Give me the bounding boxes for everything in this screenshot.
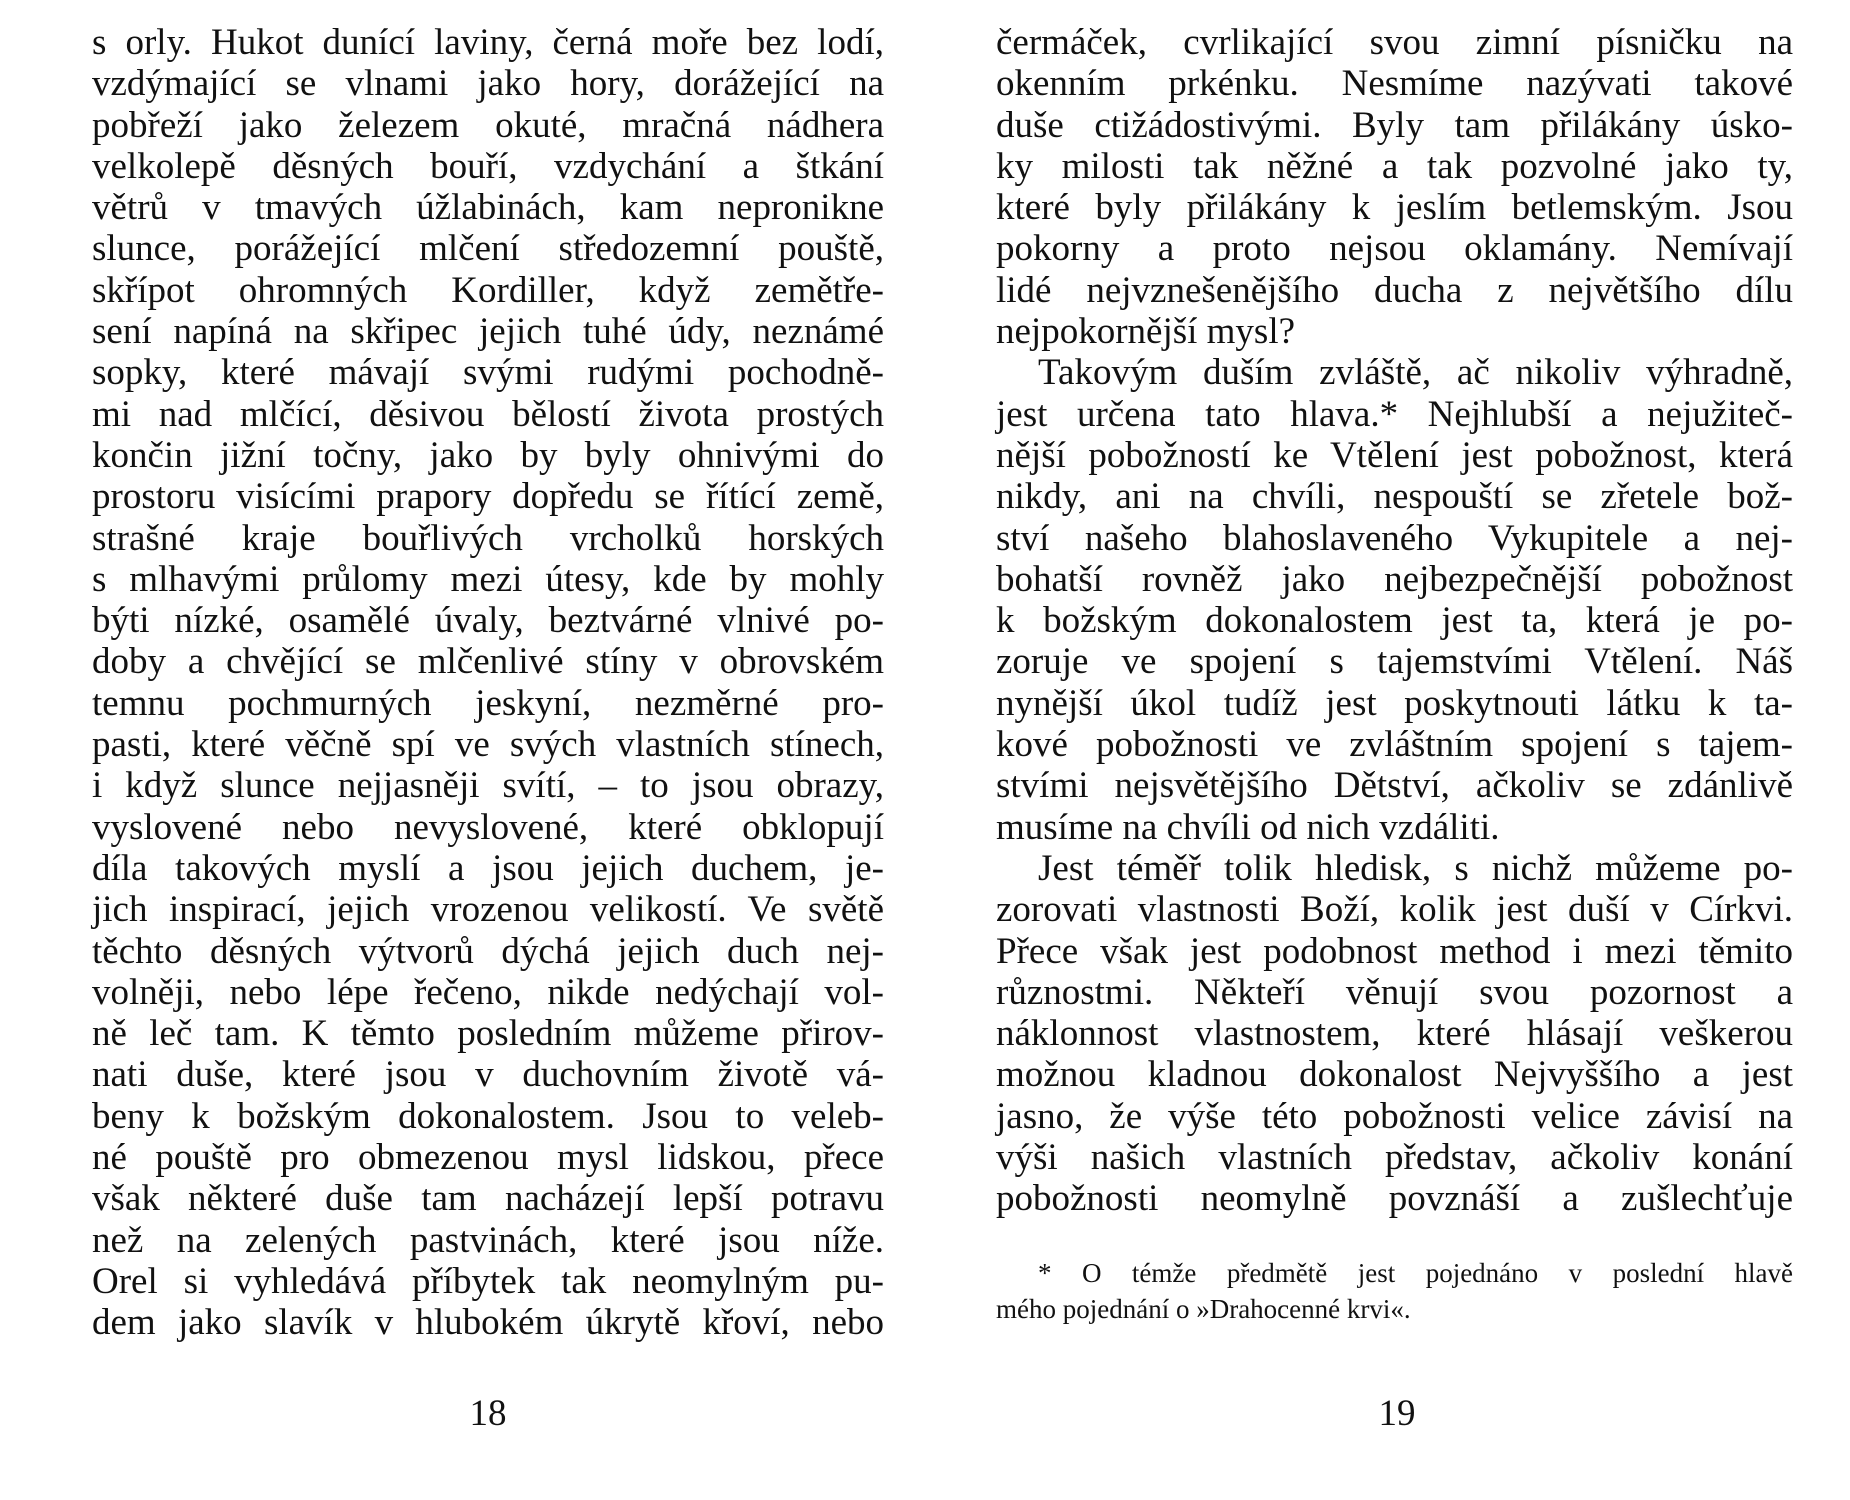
text-line: volněji, nebo lépe řečeno, nikde nedýchají vol-: [92, 971, 884, 1013]
text-line: čermáček, cvrlikající svou zimní písničku na: [996, 22, 1793, 63]
page-number-left: 18: [469, 1393, 507, 1434]
text-line: k božským dokonalostem jest ta, která je po-: [996, 600, 1793, 642]
text-line: jich inspirací, jejich vrozenou velikostí. Ve světě: [92, 889, 884, 931]
text-line: nati duše, které jsou v duchovním životě vá-: [92, 1054, 884, 1096]
text-line: duše ctižádostivými. Byly tam přilákány úsko-: [996, 104, 1793, 146]
text-line: mi nad mlčící, děsivou bělostí života prostých: [92, 393, 884, 435]
text-line: slunce, porážející mlčení středozemní pouště,: [92, 228, 884, 270]
text-line: jest určena tato hlava.* Nejhlubší a nejužiteč-: [996, 393, 1793, 435]
text-line: né pouště pro obmezenou mysl lidskou, přece: [92, 1137, 884, 1179]
text-line: musíme na chvíli od nich vzdáliti.: [996, 806, 1500, 848]
text-line: pokorny a proto nejsou oklamány. Nemívají: [996, 228, 1793, 270]
text-line: výši našich vlastních představ, ačkoliv konání: [996, 1137, 1793, 1179]
text-line: Jest téměř tolik hledisk, s nichž můžeme po-: [1038, 847, 1793, 889]
text-line: stvími nejsvětějšího Dětství, ačkoliv se zdánlivě: [996, 765, 1793, 807]
right-page-text: [996, 22, 1793, 1220]
left-page-text: [92, 22, 884, 1344]
text-line: vzdýmající se vlnami jako hory, dorážející na: [92, 63, 884, 105]
text-line: i když slunce nejjasněji svítí, – to jsou obrazy,: [92, 765, 884, 807]
text-line: okenním prkénku. Nesmíme nazývati takové: [996, 63, 1793, 105]
text-line: bohatší rovněž jako nejbezpečnější pobožnost: [996, 558, 1793, 600]
text-line: prostoru visícími prapory dopředu se řítící země,: [92, 476, 884, 518]
text-line: Přece však jest podobnost method i mezi těmito: [996, 930, 1793, 972]
page-number-right: 19: [1378, 1393, 1416, 1434]
text-line: mého pojednání o »Drahocenné krvi«.: [996, 1294, 1411, 1324]
text-line: velkolepě děsných bouří, vzdychání a štkání: [92, 145, 884, 187]
text-line: dem jako slavík v hlubokém úkrytě křoví, nebo: [92, 1302, 884, 1344]
text-line: ství našeho blahoslaveného Vykupitele a nej-: [996, 517, 1793, 559]
text-line: zoruje ve spojení s tajemstvími Vtělení. Náš: [996, 641, 1793, 683]
text-line: lidé nejvznešenějšího ducha z největšího dílu: [996, 269, 1793, 311]
text-line: pobožnosti neomylně povznáší a zušlechťuje: [996, 1178, 1793, 1220]
text-line: sopky, které mávají svými rudými pochodně-: [92, 352, 884, 394]
text-line: těchto děsných výtvorů dýchá jejich duch nej-: [92, 930, 884, 972]
text-line: strašné kraje bouřlivých vrcholků horských: [92, 517, 884, 559]
text-line: Takovým duším zvláště, ač nikoliv výhradně,: [1038, 352, 1793, 394]
text-line: temnu pochmurných jeskyní, nezměrné pro-: [92, 682, 884, 724]
text-line: než na zelených pastvinách, které jsou níže.: [92, 1219, 884, 1261]
text-line: které byly přilákány k jeslím betlemským. Jsou: [996, 187, 1793, 229]
text-line: nejpokornější mysl?: [996, 311, 1296, 353]
text-line: skřípot ohromných Kordiller, když zemětře-: [92, 269, 884, 311]
footnote: [996, 1255, 1793, 1327]
text-line: větrů v tmavých úžlabinách, kam nepronikne: [92, 187, 884, 229]
text-line: vyslovené nebo nevyslovené, které obklopují: [92, 806, 884, 848]
text-line: nikdy, ani na chvíli, nespouští se zřetele bož-: [996, 476, 1793, 518]
text-line: s orly. Hukot dunící laviny, černá moře bez lodí,: [92, 22, 884, 63]
text-line: ně leč tam. K těmto posledním můžeme přirov-: [92, 1013, 884, 1055]
text-line: končin jižní točny, jako by byly ohnivými do: [92, 434, 884, 476]
text-line: jasno, že výše této pobožnosti velice závisí na: [996, 1095, 1793, 1137]
text-line: s mlhavými průlomy mezi útesy, kde by mohly: [92, 558, 884, 600]
text-line: pasti, které věčně spí ve svých vlastních stínech,: [92, 724, 884, 766]
text-line: však některé duše tam nacházejí lepší potravu: [92, 1178, 884, 1220]
text-line: nynější úkol tudíž jest poskytnouti látku k ta-: [996, 682, 1793, 724]
text-line: Orel si vyhledává příbytek tak neomylným pu-: [92, 1260, 884, 1302]
text-line: beny k božským dokonalostem. Jsou to veleb-: [92, 1095, 884, 1137]
text-line: pobřeží jako železem okuté, mračná nádhera: [92, 104, 884, 146]
text-line: sení napíná na skřipec jejich tuhé údy, neznámé: [92, 311, 884, 353]
text-line: různostmi. Někteří věnují svou pozornost a: [996, 971, 1793, 1013]
text-line: možnou kladnou dokonalost Nejvyššího a jest: [996, 1054, 1793, 1096]
text-line: býti nízké, osamělé úvaly, beztvárné vlnivé po-: [92, 600, 884, 642]
text-line: náklonnost vlastnostem, které hlásají veškerou: [996, 1013, 1793, 1055]
text-line: * O témže předmětě jest pojednáno v poslední hlavě: [1038, 1258, 1793, 1288]
text-line: kové pobožnosti ve zvláštním spojení s tajem-: [996, 724, 1793, 766]
text-line: díla takových myslí a jsou jejich duchem, je-: [92, 847, 884, 889]
text-line: zorovati vlastnosti Boží, kolik jest duší v Církvi.: [996, 889, 1793, 931]
text-line: nější pobožností ke Vtělení jest pobožnost, která: [996, 434, 1793, 476]
text-line: doby a chvějící se mlčenlivé stíny v obrovském: [92, 641, 884, 683]
text-line: ky milosti tak něžné a tak pozvolné jako ty,: [996, 145, 1793, 187]
